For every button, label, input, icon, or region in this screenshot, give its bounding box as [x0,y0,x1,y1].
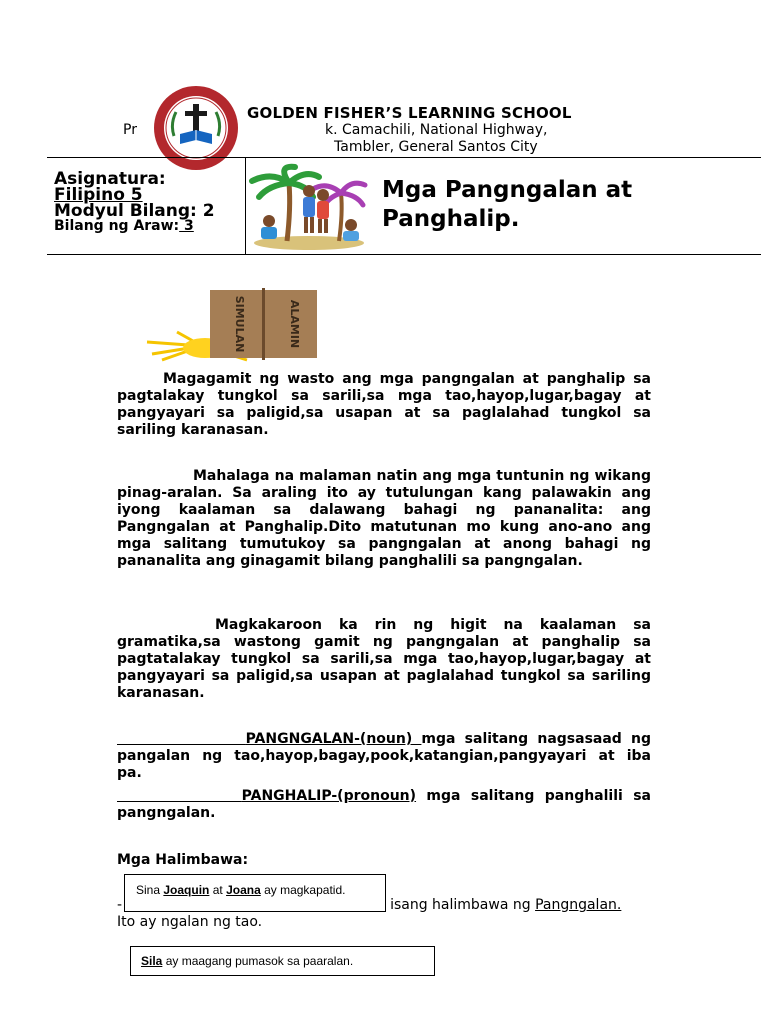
day-label: Bilang ng Araw: [54,218,180,234]
pronoun-term-text: PANGHALIP-(pronoun) [241,788,417,804]
example-line-1-text: isang halimbawa ng [390,897,531,913]
header-prefix: Pr [123,122,137,138]
box2-name: Sila [141,954,163,968]
noun-definition-text: mga salitang nagsasaad ng pangalan ng tao,hayop,bagay,pook,katangian,pangyayari at iba pa. [117,731,651,781]
children-palm-trees-clipart [247,163,372,251]
noun-term-text: PANGNGALAN-(noun) [245,731,422,747]
pronoun-definition-text: mga salitang panghalili sa pangngalan. [117,788,651,821]
paragraph-intro-text: Magagamit ng wasto ang mga pangngalan at panghalip sa pagtalakay tungkol sa sarili,sa mga tao,hayop,lugar,bagay at pangyayari sa paligid,sa usapan at sa paglalahad tungkol sa sariling karanasan. [117,371,651,438]
header-divider-top [47,157,761,158]
asignatura-label: Asignatura: [54,169,166,189]
noun-term [117,731,421,747]
paragraph-importance [117,468,651,570]
paragraph-importance-text: Mahalaga na malaman natin ang mga tuntunin ng wikang pinag-aralan. Sa araling ito ay tutulungan kang palawakin ang iyong kaalaman sa dalawang bahagi ng pananalita: ang Pangngalan at Panghalip.Dito matutunan mo kung ano-ano ang mga salitang tumutukoy sa pangngalan at anong bahagi ng pananalita ang ginagamit bilang panghalili sa pangngalan. [117,468,651,569]
examples-heading: Mga Halimbawa: [117,852,249,868]
school-address-line1: k. Camachili, National Highway, [325,122,548,138]
pronoun-definition [117,788,651,822]
example-box-noun [124,874,386,912]
lesson-title-line1: Mga Pangngalan at [382,177,633,203]
school-address-line2: Tambler, General Santos City [334,139,538,155]
box1-mid: at [209,883,227,897]
box2-post: ay maagang pumasok sa paaralan. [162,954,354,968]
example-line-1-term: Pangngalan. [535,897,622,913]
paragraph-intro [117,371,651,439]
example-line-2: Ito ay ngalan ng tao. [117,914,263,930]
pronoun-term [117,788,416,804]
example-box-pronoun [130,946,435,976]
sun-door-clipart [117,284,320,364]
subject-name: Filipino 5 [54,185,143,205]
day-value: 3 [179,218,194,234]
school-name: GOLDEN FISHER’S LEARNING SCHOOL [247,104,572,122]
header-divider-vertical [245,157,246,254]
box1-name2: Joana [226,883,261,897]
header-divider-bottom [47,254,761,255]
box1-pre: Sina [136,883,164,897]
day-number [54,218,194,234]
module-number: Modyul Bilang: 2 [54,201,215,221]
paragraph-knowledge [117,617,651,702]
example-dash: - [117,897,123,913]
door-word-left: SIMULAN [233,295,246,353]
box1-post: ay magkapatid. [260,883,346,897]
school-seal-logo [152,84,240,172]
noun-definition [117,731,651,782]
door-word-right: ALAMIN [288,299,301,349]
box1-name1: Joaquin [163,883,210,897]
lesson-title-line2: Panghalip. [382,206,520,232]
paragraph-knowledge-text: Magkakaroon ka rin ng higit na kaalaman sa gramatika,sa wastong gamit ng pangngalan at panghalip sa pagtatalakay tungkol sa sarili,sa mga tao,hayop,lugar,bagay at pangyayari sa paligid,sa usapan at paglalahad tungkol sa sariling karanasan. [117,617,651,701]
